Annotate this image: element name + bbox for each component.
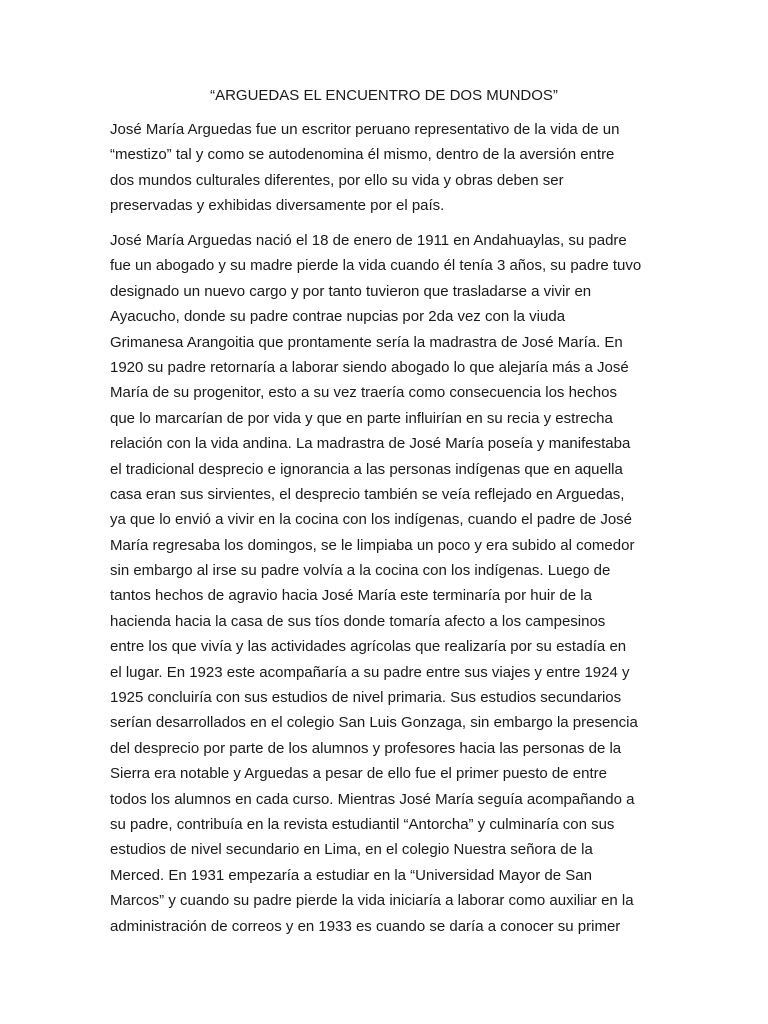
text-line: que lo marcarían de por vida y que en parte influirían en su recia y estrecha — [110, 409, 613, 427]
paragraph-biography — [110, 228, 662, 939]
text-line: sin embargo al irse su padre volvía a la cocina con los indígenas. Luego de — [110, 562, 611, 580]
text-line: el lugar. En 1923 este acompañaría a su padre entre sus viajes y entre 1924 y — [110, 663, 630, 681]
text-line: 1920 su padre retornaría a laborar siendo abogado lo que alejaría más a José — [110, 358, 629, 376]
text-line: su padre, contribuía en la revista estudiantil “Antorcha” y culminaría con sus — [110, 815, 615, 833]
text-line: entre los que vivía y las actividades agrícolas que realizaría por su estadía en — [110, 638, 627, 656]
text-line: Merced. En 1931 empezaría a estudiar en la “Universidad Mayor de San — [110, 866, 592, 884]
text-line: María de su progenitor, esto a su vez traería como consecuencia los hechos — [110, 384, 617, 402]
text-line: designado un nuevo cargo y por tanto tuvieron que trasladarse a vivir en — [110, 282, 592, 300]
text-line: casa eran sus sirvientes, el desprecio también se veía reflejado en Arguedas, — [110, 485, 625, 503]
text-line: Ayacucho, donde su padre contrae nupcias por 2da vez con la viuda — [110, 308, 566, 326]
text-line: Marcos” y cuando su padre pierde la vida iniciaría a laborar como auxiliar en la — [110, 892, 634, 910]
text-line: “mestizo” tal y como se autodenomina él mismo, dentro de la aversión entre — [110, 146, 615, 164]
text-line: serían desarrollados en el colegio San Luis Gonzaga, sin embargo la presencia — [110, 714, 638, 732]
text-line: relación con la vida andina. La madrastra de José María poseía y manifestaba — [110, 435, 631, 453]
text-line: 1925 concluiría con sus estudios de nivel primaria. Sus estudios secundarios — [110, 689, 622, 707]
text-line: dos mundos culturales diferentes, por ello su vida y obras deben ser — [110, 171, 564, 189]
document-title: “ARGUEDAS EL ENCUENTRO DE DOS MUNDOS” — [210, 87, 558, 104]
text-line: administración de correos y en 1933 es cuando se daría a conocer su primer — [110, 917, 621, 935]
text-line: tantos hechos de agravio hacia José María este terminaría por huir de la — [110, 587, 592, 605]
text-line: estudios de nivel secundario en Lima, en el colegio Nuestra señora de la — [110, 841, 593, 859]
text-line: José María Arguedas fue un escritor peruano representativo de la vida de un — [110, 121, 620, 138]
text-line: Sierra era notable y Arguedas a pesar de ello fue el primer puesto de entre — [110, 765, 607, 783]
text-line: fue un abogado y su madre pierde la vida cuando él tenía 3 años, su padre tuvo — [110, 257, 642, 275]
text-line: preservadas y exhibidas diversamente por el país. — [110, 197, 445, 215]
text-line: María regresaba los domingos, se le limpiaba un poco y era subido al comedor — [110, 536, 635, 554]
text-line: el tradicional desprecio e ignorancia a las personas indígenas que en aquella — [110, 460, 623, 478]
text-line: José María Arguedas nació el 18 de enero de 1911 en Andahuaylas, su padre — [110, 232, 627, 249]
text-line: ya que lo envió a vivir en la cocina con los indígenas, cuando el padre de José — [110, 511, 633, 529]
text-line: Grimanesa Arangoitia que prontamente sería la madrastra de José María. En — [110, 333, 623, 351]
text-line: todos los alumnos en cada curso. Mientras José María seguía acompañando a — [110, 790, 635, 808]
paragraph-intro — [110, 117, 662, 219]
text-line: hacienda hacia la casa de sus tíos donde tomaría afecto a los campesinos — [110, 612, 606, 630]
text-line: del desprecio por parte de los alumnos y profesores hacia las personas de la — [110, 739, 622, 757]
